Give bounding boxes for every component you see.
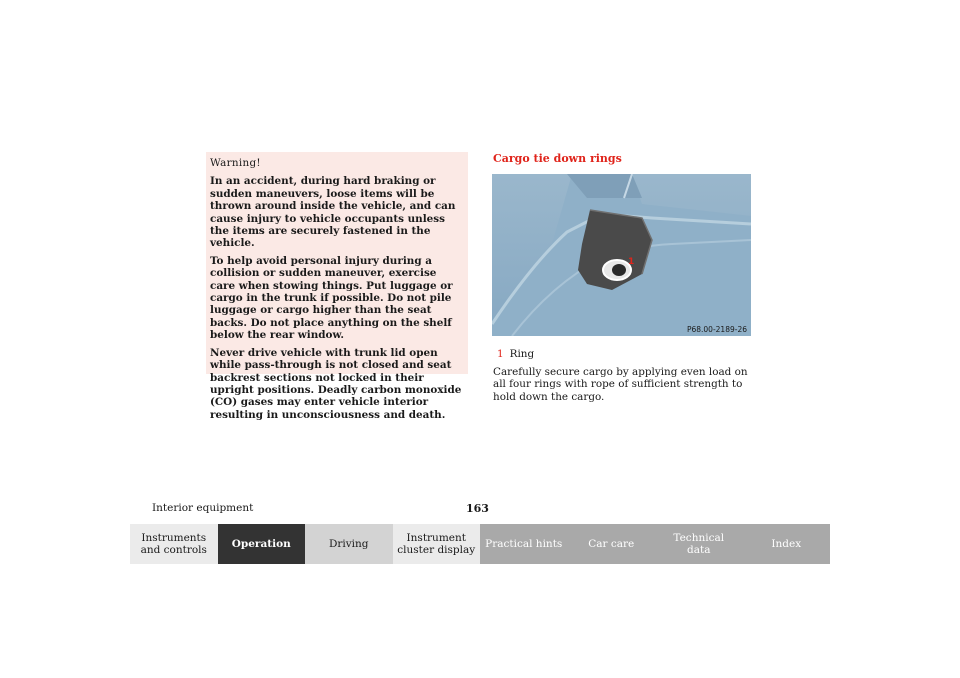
tab-driving[interactable]: Driving [305,524,393,564]
body-text: Carefully secure cargo by applying even load on all four rings with rope of sufficient strength to hold down the cargo. [493,366,748,403]
footer-section-name: Interior equipment [152,502,254,514]
warning-paragraph-3: Never drive vehicle with trunk lid open while pass-through is not closed and seat backrest sections not locked in their upright positions. Deadly carbon monoxide (CO) gases may enter vehicle interior resulting in unconsciousness and death. [210,346,462,421]
warning-paragraph-2: To help avoid personal injury during a collision or sudden maneuver, exercise care when stowing things. Put luggage or cargo in the trunk if possible. Do not pile luggage or cargo higher than the seat backs. Do not place anything on the shelf below the rear window. [210,254,453,342]
tab-instruments-and-controls[interactable]: Instruments and controls [130,524,218,564]
legend-label: Ring [509,348,535,360]
tab-index[interactable]: Index [743,524,831,564]
chapter-nav [130,524,830,564]
tab-practical-hints[interactable]: Practical hints [480,524,568,564]
section-title: Cargo tie down rings [493,152,622,165]
legend-item [497,348,534,360]
figure-code: P68.00-2189-26 [686,325,747,334]
warning-box [206,152,468,421]
warning-title: Warning! [210,157,261,169]
figure-callout-1: 1 [628,257,635,267]
page-number: 163 [466,502,489,515]
warning-paragraph-1: In an accident, during hard braking or sudden maneuvers, loose items will be thrown around inside the vehicle, and can cause injury to vehicle occupants unless the items are securely fastened in the vehicle. [210,175,456,250]
legend-number: 1 [497,348,504,360]
tab-technical-data[interactable]: Technical data [655,524,743,564]
cargo-ring-illustration [492,174,751,336]
tab-instrument-cluster-display[interactable]: Instrument cluster display [393,524,481,564]
tab-car-care[interactable]: Car care [568,524,656,564]
illustration-graphic [492,174,751,336]
tab-operation[interactable]: Operation [218,524,306,564]
